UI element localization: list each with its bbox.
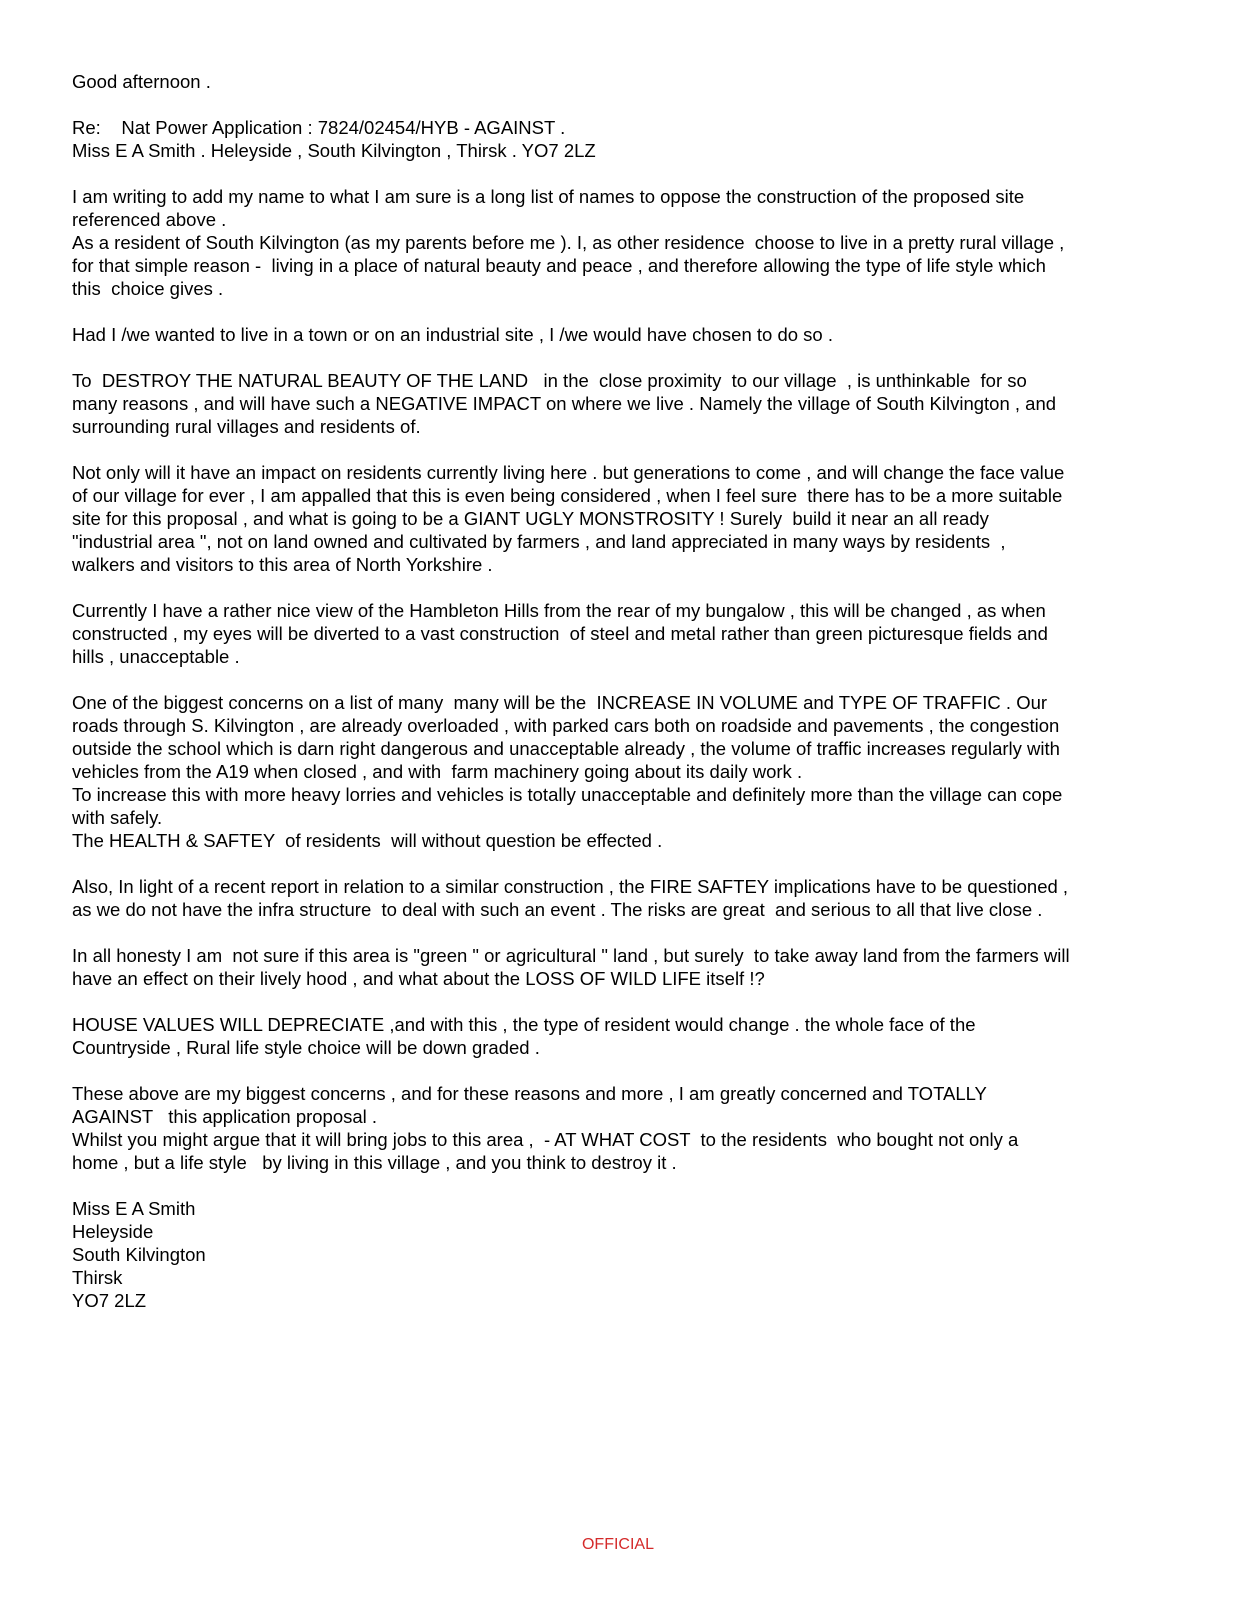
reference-line: Re: Nat Power Application : 7824/02454/HYB - AGAINST . — [72, 117, 566, 138]
text-line: home , but a life style by living in this village , and you think to destroy it . — [72, 1152, 677, 1173]
text-line: hills , unacceptable . — [72, 646, 240, 667]
sender-line: Miss E A Smith . Heleyside , South Kilvington , Thirsk . YO7 2LZ — [72, 140, 596, 161]
signature-address-line: Heleyside — [72, 1221, 154, 1242]
text-line: site for this proposal , and what is going to be a GIANT UGLY MONSTROSITY ! Surely build it near an all ready — [72, 508, 989, 529]
signature-town: Thirsk — [72, 1267, 123, 1288]
text-line: In all honesty I am not sure if this area is "green " or agricultural " land , but surely to take away land from the farmers will — [72, 945, 1070, 966]
signature-address-line: South Kilvington — [72, 1244, 206, 1265]
text-line: As a resident of South Kilvington (as my parents before me ). I, as other residence choose to live in a pretty rural village , — [72, 232, 1065, 253]
text-line: constructed , my eyes will be diverted to a vast construction of steel and metal rather than green picturesque fields and — [72, 623, 1048, 644]
text-line: Currently I have a rather nice view of the Hambleton Hills from the rear of my bungalow , this will be changed , as when — [72, 600, 1046, 621]
text-line: surrounding rural villages and residents of. — [72, 416, 421, 437]
text-line: I am writing to add my name to what I am sure is a long list of names to oppose the construction of the proposed site — [72, 186, 1025, 207]
greeting — [72, 70, 1164, 93]
text-line: HOUSE VALUES WILL DEPRECIATE ,and with this , the type of resident would change . the whole face of the — [72, 1014, 976, 1035]
paragraph-house-values — [72, 1013, 1164, 1059]
official-footer-label: OFFICIAL — [581, 1536, 654, 1553]
text-line: To DESTROY THE NATURAL BEAUTY OF THE LAND in the close proximity to our village , is unthinkable for so — [72, 370, 1027, 391]
text-line: Whilst you might argue that it will bring jobs to this area , - AT WHAT COST to the residents who bought not only a — [72, 1129, 1019, 1150]
text-line: vehicles from the A19 when closed , and with farm machinery going about its daily work . — [72, 761, 803, 782]
reference-block — [72, 116, 1164, 162]
text-line: with safely. — [72, 807, 163, 828]
signature-block — [72, 1197, 1164, 1312]
text-line: Not only will it have an impact on residents currently living here . but generations to come , and will change the face value — [72, 462, 1065, 483]
paragraph-town — [72, 323, 1164, 346]
text-line: of our village for ever , I am appalled that this is even being considered , when I feel sure there has to be a more suitable — [72, 485, 1063, 506]
text-line: Had I /we wanted to live in a town or on an industrial site , I /we would have chosen to do so . — [72, 324, 833, 345]
text-line: "industrial area ", not on land owned and cultivated by farmers , and land appreciated in many ways by residents , — [72, 531, 1006, 552]
paragraph-conclusion — [72, 1082, 1164, 1174]
text-line: as we do not have the infra structure to deal with such an event . The risks are great and serious to all that live close . — [72, 899, 1043, 920]
text-line: Also, In light of a recent report in relation to a similar construction , the FIRE SAFTEY implications have to be questioned , — [72, 876, 1069, 897]
text-line: To increase this with more heavy lorries and vehicles is totally unacceptable and definitely more than the village can cope — [72, 784, 1063, 805]
letter-body — [72, 70, 1164, 1335]
paragraph-opposition — [72, 185, 1164, 300]
text-line: These above are my biggest concerns , and for these reasons and more , I am greatly concerned and TOTALLY — [72, 1083, 987, 1104]
text-line: walkers and visitors to this area of North Yorkshire . — [72, 554, 493, 575]
greeting-line: Good afternoon . — [72, 71, 211, 92]
text-line: roads through S. Kilvington , are already overloaded , with parked cars both on roadside and pavements , the congestion — [72, 715, 1060, 736]
text-line: The HEALTH & SAFTEY of residents will without question be effected . — [72, 830, 663, 851]
text-line: Countryside , Rural life style choice will be down graded . — [72, 1037, 540, 1058]
paragraph-natural-beauty — [72, 369, 1164, 438]
text-line: One of the biggest concerns on a list of many many will be the INCREASE IN VOLUME and TYPE OF TRAFFIC . Our — [72, 692, 1048, 713]
text-line: this choice gives . — [72, 278, 224, 299]
signature-postcode: YO7 2LZ — [72, 1290, 147, 1311]
paragraph-view — [72, 599, 1164, 668]
paragraph-fire-safety — [72, 875, 1164, 921]
text-line: for that simple reason - living in a place of natural beauty and peace , and therefore allowing the type of life style which — [72, 255, 1046, 276]
text-line: outside the school which is darn right dangerous and unacceptable already , the volume of traffic increases regularly with — [72, 738, 1060, 759]
text-line: have an effect on their lively hood , and what about the LOSS OF WILD LIFE itself !? — [72, 968, 765, 989]
signature-name: Miss E A Smith — [72, 1198, 196, 1219]
paragraph-land — [72, 944, 1164, 990]
text-line: many reasons , and will have such a NEGATIVE IMPACT on where we live . Namely the village of South Kilvington , and — [72, 393, 1057, 414]
paragraph-traffic — [72, 691, 1164, 852]
text-line: referenced above . — [72, 209, 227, 230]
paragraph-impact — [72, 461, 1164, 576]
text-line: AGAINST this application proposal . — [72, 1106, 378, 1127]
